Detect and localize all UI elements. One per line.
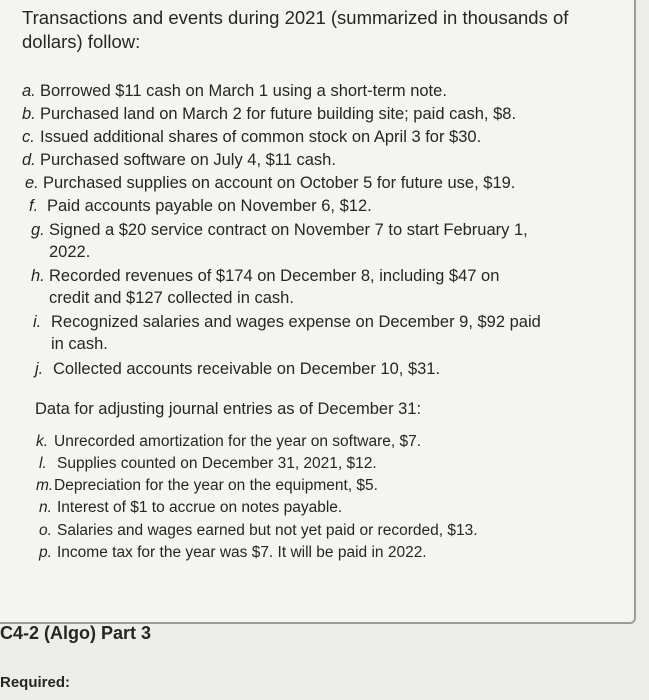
item-letter: i. (33, 313, 42, 331)
item-text: Collected accounts receivable on December 10, $31. (53, 360, 441, 378)
item-letter: n. (39, 499, 52, 516)
adjustment-m (36, 476, 378, 496)
item-text: Purchased supplies on account on October 5 for future use, $19. (43, 174, 516, 192)
section-title: C4-2 (Algo) Part 3 (0, 623, 152, 643)
adjustment-k (36, 432, 421, 452)
transaction-b (22, 103, 516, 125)
adjustment-p (39, 543, 427, 563)
item-letter: h. (31, 267, 45, 285)
item-text: Recorded revenues of $174 on December 8, including $47 on (49, 267, 500, 285)
item-text: Borrowed $11 cash on March 1 using a short-term note. (40, 82, 447, 100)
item-letter: d. (22, 151, 36, 169)
item-text: Issued additional shares of common stock on April 3 for $30. (40, 128, 482, 146)
transaction-c (22, 126, 481, 148)
item-text: Interest of $1 to accrue on notes payable. (57, 499, 343, 516)
transaction-f (29, 195, 372, 217)
item-letter: f. (29, 197, 39, 215)
item-text-continued: in cash. (51, 335, 108, 353)
item-letter: a. (22, 82, 36, 100)
transaction-d (22, 149, 336, 171)
transaction-i (33, 311, 541, 355)
transaction-h (31, 265, 499, 309)
item-letter: g. (31, 221, 45, 239)
adjustment-l (39, 454, 377, 474)
item-text-continued: credit and $127 collected in cash. (49, 289, 294, 307)
item-text: Salaries and wages earned but not yet paid or recorded, $13. (57, 522, 478, 539)
item-text: Supplies counted on December 31, 2021, $12. (57, 455, 377, 472)
intro-text: Transactions and events during 2021 (summarized in thousands of dollars) follow: (22, 7, 569, 52)
transaction-g (31, 219, 528, 263)
item-letter: b. (22, 105, 36, 123)
transaction-j (35, 358, 440, 380)
item-text: Income tax for the year was $7. It will be paid in 2022. (57, 544, 427, 561)
transaction-e (25, 172, 515, 194)
adjusting-heading: Data for adjusting journal entries as of December 31: (35, 400, 422, 418)
item-letter: e. (25, 174, 39, 192)
item-letter: j. (35, 360, 44, 378)
item-letter: k. (36, 433, 49, 450)
adjustment-n (39, 498, 342, 518)
item-text: Purchased land on March 2 for future building site; paid cash, $8. (40, 105, 517, 123)
item-letter: c. (22, 128, 35, 146)
item-text: Depreciation for the year on the equipment, $5. (54, 477, 378, 494)
item-letter: p. (39, 544, 52, 561)
item-text: Unrecorded amortization for the year on software, $7. (54, 433, 422, 450)
item-text: Purchased software on July 4, $11 cash. (40, 151, 336, 169)
item-text: Recognized salaries and wages expense on December 9, $92 paid (51, 313, 541, 331)
item-text: Signed a $20 service contract on November 7 to start February 1, (49, 221, 528, 239)
item-letter: o. (39, 522, 52, 539)
adjustment-o (39, 521, 478, 541)
transaction-a (22, 80, 447, 102)
item-letter: m. (36, 477, 54, 494)
item-text: Paid accounts payable on November 6, $12. (47, 197, 372, 215)
item-text-continued: 2022. (49, 243, 91, 261)
required-label: Required: (0, 674, 71, 691)
item-letter: l. (39, 455, 47, 472)
